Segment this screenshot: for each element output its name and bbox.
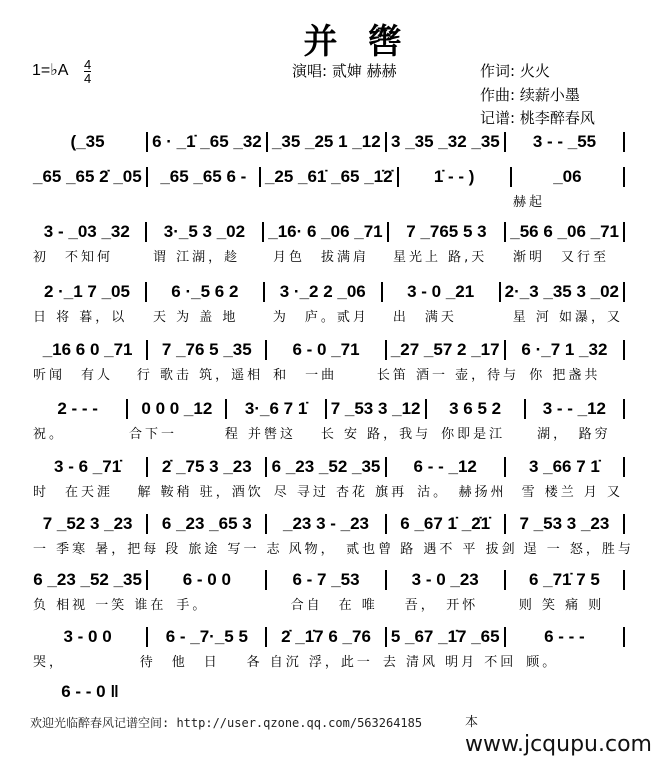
measure-lyrics: 哭， — [33, 655, 66, 670]
measure-lyrics — [150, 191, 266, 211]
lyrics-line — [30, 423, 626, 443]
measure-lyrics — [390, 191, 506, 211]
measure-lyrics: 手。 — [176, 598, 209, 613]
song-title: 并辔 — [303, 22, 432, 62]
measure-lyrics: 为 庐。贰月 — [272, 310, 369, 325]
singers: 演唱: 贰婶 赫赫 — [292, 62, 397, 80]
score-row — [30, 566, 626, 614]
measure: 2̇ _75 3 _23 — [161, 457, 252, 476]
measure: 6 - 0 _71 — [292, 340, 360, 359]
measure-lyrics: 吾， 开怀 — [404, 598, 479, 613]
measure: 3 - 0 _21 — [407, 282, 475, 301]
measure-lyrics: 尽 寻过 杏花 旗再 — [273, 485, 408, 500]
barline — [504, 132, 506, 152]
measure: 2·_3 _35 3 _02 — [504, 282, 620, 301]
barline — [387, 222, 389, 242]
measure-lyrics: 湖， 路穷 — [537, 427, 611, 442]
measure: 6 _23 _52 _35 — [33, 570, 142, 589]
barline — [262, 222, 264, 242]
lyrics-line — [30, 364, 626, 384]
barline — [504, 340, 506, 360]
measure: 3 - _03 _32 — [43, 222, 130, 241]
barline — [146, 570, 148, 590]
measure: _35 _25 1 _12 — [271, 132, 381, 151]
measure: 6 - - 0 ‖ — [61, 682, 119, 701]
measure-lyrics: 行 歌击 筑，遥相 — [136, 368, 264, 383]
notes-line — [30, 336, 626, 360]
barline — [265, 457, 267, 477]
barline — [504, 514, 506, 534]
measure: 6 _67 1̇ _2̇1̇ — [400, 514, 491, 533]
measure: 6 _23 _52 _35 — [271, 457, 381, 476]
measure: 6 - - - — [544, 627, 585, 646]
score-row — [30, 218, 626, 266]
barline — [397, 167, 399, 187]
time-signature-top: 4 — [84, 57, 92, 72]
score-row — [30, 278, 626, 326]
measure-lyrics: 祝。 — [33, 427, 66, 442]
score-row — [30, 336, 626, 384]
measure: 6 - 7 _53 — [292, 570, 360, 589]
measure-lyrics: 逞 一 怒，胜与 — [523, 542, 634, 557]
barline — [263, 282, 265, 302]
measure-lyrics: 路 遇不 平 拔剑 — [400, 542, 518, 557]
notes-line — [30, 510, 626, 534]
measure-lyrics: 星 河 如瀑，又 — [512, 310, 624, 325]
barline — [385, 457, 387, 477]
barline — [146, 132, 148, 152]
measure: 1̇ - - ) — [433, 167, 475, 186]
lyrics-line — [30, 538, 634, 558]
measure-lyrics: 合下一 — [128, 427, 177, 442]
measure: 3 - 0 _23 — [411, 570, 479, 589]
measure: 3 ·_2 2 _06 — [279, 282, 366, 301]
measure-lyrics: 长 安 路，我与 — [320, 427, 432, 442]
key-signature: 1=♭A — [32, 62, 69, 79]
barline — [385, 132, 387, 152]
score-row — [30, 510, 634, 558]
notes-line — [30, 678, 150, 702]
measure-lyrics: 听闻 有人 — [33, 368, 114, 383]
lyrics-line — [30, 594, 626, 614]
measure: 7 _53 3 _12 — [330, 399, 421, 418]
measure: _25 _61̇ _65 _1̇2̇ — [264, 167, 393, 186]
measure: 3 _35 _32 _35 — [391, 132, 500, 151]
measure: _16· 6 _06 _71 — [268, 222, 383, 241]
barline — [504, 627, 506, 647]
score-row — [30, 395, 626, 443]
barline — [146, 627, 148, 647]
barline — [385, 570, 387, 590]
measure-lyrics: 程 并辔这 — [224, 427, 297, 442]
measure-lyrics: 和 一曲 — [273, 368, 338, 383]
lyrics-line — [30, 481, 626, 501]
lyrics-line — [30, 651, 626, 671]
measure: (_35 — [70, 132, 105, 151]
notes-line — [30, 453, 626, 477]
measure: _65 _65 6 - — [160, 167, 247, 186]
barline — [623, 514, 625, 534]
notes-line — [30, 395, 626, 419]
measure-lyrics: 日 将 暮，以 — [33, 310, 128, 325]
measure: 0 0 0 _12 — [141, 399, 213, 418]
measure: 7 _76 5 _35 — [161, 340, 252, 359]
barline — [504, 222, 506, 242]
measure-lyrics: 风物， 贰也曾 — [288, 542, 395, 557]
barline — [524, 399, 526, 419]
barline — [385, 340, 387, 360]
measure: 7 _765 5 3 — [406, 222, 487, 241]
barline — [126, 399, 128, 419]
barline — [265, 514, 267, 534]
barline — [146, 340, 148, 360]
measure: _23 3 - _23 — [283, 514, 370, 533]
barline — [425, 399, 427, 419]
measure-lyrics: 赫起 — [513, 195, 546, 210]
barline — [623, 167, 625, 187]
measure: 6 - 0 0 — [182, 570, 231, 589]
barline — [504, 457, 506, 477]
barline — [504, 570, 506, 590]
lyrics-line — [30, 306, 626, 326]
notes-line — [30, 278, 626, 302]
barline — [145, 282, 147, 302]
measure-lyrics: 雪 楼兰 月 又 — [521, 485, 624, 500]
measure: 2 - - - — [57, 399, 98, 418]
barline — [145, 222, 147, 242]
measure: 7 _53 3 _23 — [519, 514, 610, 533]
barline — [146, 167, 148, 187]
measure: _06 — [553, 167, 582, 186]
measure: 6 ·_5 6 2 — [171, 282, 239, 301]
barline — [225, 399, 227, 419]
measure: 3·_6 7 1̇ — [244, 399, 308, 418]
barline — [381, 282, 383, 302]
composer: 作曲: 续薪小墨 — [480, 86, 580, 104]
notes-line — [30, 128, 626, 152]
footer-text: 欢迎光临醉春风记谱空间: http://user.qzone.qq.com/563264185 — [30, 716, 423, 730]
measure: _56 6 _06 _71 — [510, 222, 619, 241]
measure-lyrics: 待 他 日 — [139, 655, 220, 670]
barline — [623, 457, 625, 477]
time-signature-bottom: 4 — [84, 71, 92, 86]
measure-lyrics: 你即是江 — [441, 427, 506, 442]
barline — [510, 167, 512, 187]
measure: 6 - _7·_5 5 — [165, 627, 248, 646]
barline — [623, 132, 625, 152]
measure-lyrics: 一 季寒 暑，把每 — [33, 542, 160, 557]
measure-lyrics: 星光上 路,天 — [393, 250, 488, 265]
barline — [623, 399, 625, 419]
measure-lyrics: 你 把盏共 — [529, 368, 601, 383]
barline — [385, 627, 387, 647]
barline — [259, 167, 261, 187]
measure: 3 - - _55 — [532, 132, 597, 151]
lyrics-line — [30, 246, 626, 266]
barline — [325, 399, 327, 419]
watermark-prefix: 本 — [465, 715, 479, 730]
time-signature — [84, 58, 91, 85]
watermark — [465, 707, 655, 757]
measure-lyrics: 谓 江湖，趁 — [153, 250, 241, 265]
lyrics-line — [30, 191, 626, 211]
measure: _16 6 0 _71 — [42, 340, 133, 359]
measure-lyrics: 合自 在 唯 — [290, 598, 378, 613]
notes-line — [30, 163, 626, 187]
watermark-url: www.jcqupu.com — [465, 732, 652, 757]
measure: 6 _71̇ 7 5 — [528, 570, 600, 589]
barline — [623, 282, 625, 302]
score-row — [30, 453, 626, 501]
measure: 3 - 6 _71̇ — [54, 457, 122, 476]
measure-lyrics — [270, 191, 386, 211]
barline — [265, 570, 267, 590]
barline — [266, 132, 268, 152]
measure-lyrics: 时 在天涯 — [33, 485, 114, 500]
barline — [385, 514, 387, 534]
measure: 3·_5 3 _02 — [163, 222, 246, 241]
measure-lyrics: 则 笑 痛 则 — [518, 598, 605, 613]
barline — [146, 514, 148, 534]
measure-lyrics: 出 满天 — [392, 310, 457, 325]
measure: 6 · _1̇ _65 _32 — [152, 132, 262, 151]
measure: 3 _66 7 1̇ — [528, 457, 600, 476]
measure: 7 _52 3 _23 — [42, 514, 133, 533]
barline — [623, 222, 625, 242]
measure: 3 - - _12 — [542, 399, 607, 418]
notes-line — [30, 623, 626, 647]
measure-lyrics — [30, 191, 146, 211]
measure: 2 ·_1 7 _05 — [43, 282, 130, 301]
barline — [265, 340, 267, 360]
measure-lyrics: 顾。 — [526, 655, 559, 670]
transcriber: 记谱: 桃李醉春风 — [480, 109, 595, 127]
measure-lyrics: 天 为 盖 地 — [152, 310, 239, 325]
barline — [623, 627, 625, 647]
measure: 6 _23 _65 3 — [161, 514, 252, 533]
measure: 3 6 5 2 — [449, 399, 502, 418]
measure: 2̇ _1̇7 6 _76 — [281, 627, 371, 646]
measure: _65 _65 2̇ _05 — [33, 167, 142, 186]
measure-lyrics: 负 相视 一笑 谁在 — [33, 598, 167, 613]
measure: 5 _67 _1̇7 _65 — [390, 627, 500, 646]
measure-lyrics: 段 旅途 写一 志 — [165, 542, 283, 557]
measure-lyrics: 渐明 又行至 — [513, 250, 610, 265]
barline — [623, 570, 625, 590]
measure-lyrics: 各 自沉 浮，此一 — [246, 655, 373, 670]
measure-lyrics: 长笛 酒一 壶，待与 — [376, 368, 520, 383]
score-row — [30, 623, 626, 671]
measure: 6 - - _12 — [413, 457, 477, 476]
measure-lyrics: 去 清风 明月 不回 — [382, 655, 517, 670]
barline — [265, 627, 267, 647]
measure-lyrics: 月色 拔满肩 — [273, 250, 370, 265]
score-row — [30, 163, 626, 211]
barline — [623, 340, 625, 360]
measure-lyrics: 沽。 赫扬州 — [417, 485, 507, 500]
measure: 6 ·_7 1 _32 — [521, 340, 608, 359]
measure-lyrics: 初 不知何 — [33, 250, 114, 265]
barline — [146, 457, 148, 477]
lyricist: 作词: 火火 — [480, 62, 550, 80]
barline — [499, 282, 501, 302]
measure: _27 _57 2 _17 — [390, 340, 500, 359]
measure-lyrics: 解 鞍稍 驻，酒饮 — [137, 485, 264, 500]
notes-line — [30, 566, 626, 590]
notes-line — [30, 218, 626, 242]
measure: 3 - 0 0 — [63, 627, 112, 646]
